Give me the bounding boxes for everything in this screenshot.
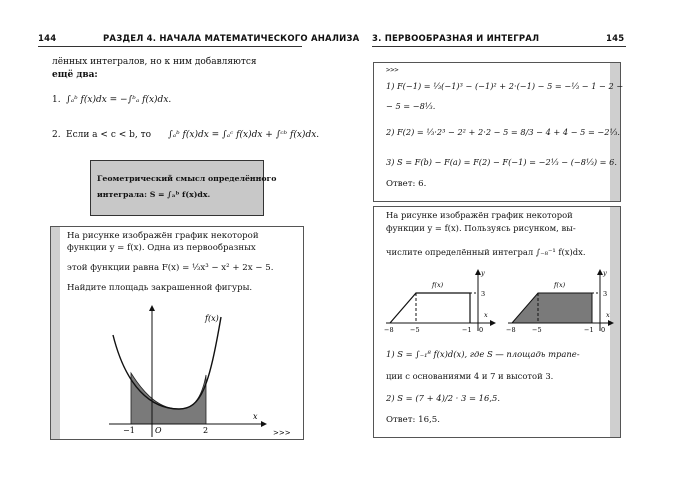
graph-shaded	[506, 269, 614, 334]
left-page-number: 144	[38, 34, 57, 44]
solution-step3: 3) S = F(b) − F(a) = F(2) − F(−1) = −2⅓ − (−8⅓) = 6.	[386, 157, 617, 167]
left-header-rule	[38, 46, 302, 47]
property-2-text: Если a < c < b, то	[66, 130, 151, 140]
svg-text:y: y	[481, 269, 485, 277]
geometric-meaning-line2: интеграла: S = ∫ₐᵇ f(x)dx.	[97, 190, 211, 199]
svg-text:3: 3	[481, 290, 486, 298]
svg-text:0: 0	[601, 326, 606, 334]
x-axis-arrow	[261, 421, 267, 427]
task-line1: На рисунке изображён график некоторой	[67, 231, 259, 241]
svg-text:−1: −1	[584, 326, 594, 334]
svg-text:f(x): f(x)	[554, 281, 566, 289]
continue-mark: >>>	[273, 429, 291, 437]
svg-text:−1: −1	[462, 326, 472, 334]
solution-step1-cont: − 5 = −8⅓.	[386, 101, 436, 111]
task2-graphs	[378, 265, 614, 337]
geometric-meaning-box	[90, 160, 277, 216]
svg-text:−5: −5	[532, 326, 542, 334]
right-header-rule	[372, 46, 626, 47]
graph-tick-2: 2	[203, 426, 209, 435]
right-running-header: 3. ПЕРВООБРАЗНАЯ И ИНТЕГРАЛ	[372, 34, 540, 44]
solution-continue-mark: >>>	[386, 66, 399, 74]
solution-step1: 1) F(−1) = ⅓(−1)³ − (−1)² + 2·(−1) − 5 = −⅓ − 1 − 2 −	[386, 81, 624, 91]
right-page-number: 145	[606, 34, 625, 44]
svg-text:f(x): f(x)	[432, 281, 444, 289]
task2-line2: функции y = f(x). Пользуясь рисунком, вы-	[386, 223, 576, 233]
left-graph	[51, 227, 303, 439]
svg-text:x: x	[484, 311, 488, 319]
svg-text:3: 3	[603, 290, 608, 298]
svg-text:0: 0	[479, 326, 484, 334]
shaded-trapezoid	[512, 293, 592, 323]
graph-tick-neg1: −1	[123, 426, 135, 435]
graph-fx-label: f(x)	[205, 314, 219, 323]
task-line4: Найдите площадь закрашенной фигуры.	[67, 283, 253, 293]
svg-text:−8: −8	[506, 326, 516, 334]
graph-origin-label: O	[155, 426, 162, 435]
property-1-number: 1.	[52, 95, 61, 105]
property-2-number: 2.	[52, 130, 61, 140]
geometric-meaning-line1: Геометрический смысл определённого	[97, 174, 277, 183]
graph-x-label: x	[253, 412, 258, 421]
svg-text:y: y	[603, 269, 607, 277]
solution-answer: Ответ: 6.	[386, 179, 427, 189]
y-axis-arrow	[149, 305, 155, 311]
intro-line1: лённых интегралов, но к ним добавляются	[52, 57, 257, 67]
task2-solution-step1-cont: ции с основаниями 4 и 7 и высотой 3.	[386, 371, 554, 381]
property-1-formula: ∫ₐᵇ f(x)dx = −∫ᵇₐ f(x)dx.	[66, 95, 172, 105]
left-running-header: РАЗДЕЛ 4. НАЧАЛА МАТЕМАТИЧЕСКОГО АНАЛИЗА	[103, 34, 360, 44]
task2-line3: числите определённый интеграл ∫₋₈⁻¹ f(x)dx.	[386, 247, 586, 257]
solution-box	[373, 62, 624, 202]
left-task-box	[50, 226, 304, 440]
svg-text:−8: −8	[384, 326, 394, 334]
graph-unshaded	[384, 269, 496, 334]
intro-line2: ещё два:	[52, 70, 98, 80]
solution-step2: 2) F(2) = ⅓·2³ − 2² + 2·2 − 5 = 8/3 − 4 + 4 − 5 = −2⅓.	[386, 127, 621, 137]
task-line2: функции y = f(x). Одна из первообразных	[67, 243, 256, 253]
task2-answer: Ответ: 16,5.	[386, 415, 440, 425]
property-2-formula: ∫ₐᵇ f(x)dx = ∫ₐᶜ f(x)dx + ∫ᶜᵇ f(x)dx.	[168, 130, 320, 140]
task2-line1: На рисунке изображён график некоторой	[386, 210, 573, 220]
task-line3: этой функции равна F(x) = ⅓x³ − x² + 2x − 5.	[67, 263, 274, 273]
task2-solution-step1: 1) S = ∫₋₁⁸ f(x)d(x), где S — площадь трапе-	[386, 349, 580, 359]
shaded-area	[131, 373, 206, 424]
svg-text:−5: −5	[410, 326, 420, 334]
svg-text:x: x	[606, 311, 610, 319]
task2-solution-step2: 2) S = (7 + 4)/2 · 3 = 16,5.	[386, 393, 500, 403]
right-task-box	[373, 206, 621, 438]
